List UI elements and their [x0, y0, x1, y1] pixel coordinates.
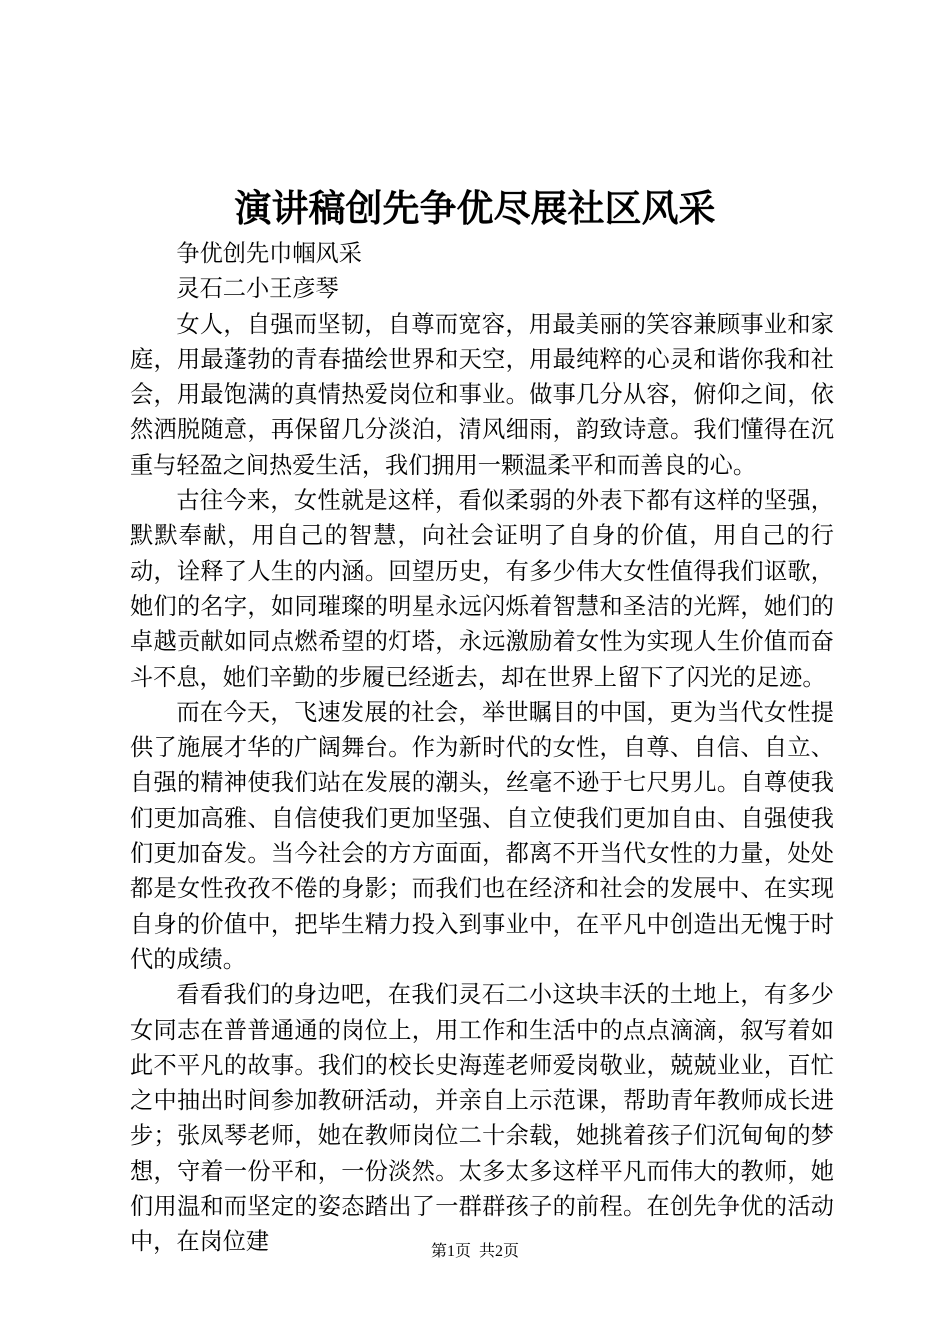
paragraph: 看看我们的身边吧，在我们灵石二小这块丰沃的土地上，有多少女同志在普普通通的岗位上，用工作和生活中的点点滴滴，叙写着如此不平凡的故事。我们的校长史海莲老师爱岗敬业，兢兢业业，百忙之中抽出时间参加教研活动，并亲自上示范课，帮助青年教师成长进步；张凤琴老师，她在教师岗位二十余载，她挑着孩子们沉甸甸的梦想，守着一份平和，一份淡然。太多太多这样平凡而伟大的教师，她们用温和而坚定的姿态踏出了一群群孩子的前程。在创先争优的活动中，在岗位建 — [130, 981, 834, 1256]
paragraph: 而在今天，飞速发展的社会，举世瞩目的中国，更为当代女性提供了施展才华的广阔舞台。作为新时代的女性，自尊、自信、自立、自强的精神使我们站在发展的潮头，丝毫不逊于七尺男儿。自尊使我们更加高雅、自信使我们更加坚强、自立使我们更加自由、自强使我们更加奋发。当今社会的方方面面，都离不开当代女性的力量，处处都是女性孜孜不倦的身影；而我们也在经济和社会的发展中、在实现自身的价值中，把毕生精力投入到事业中，在平凡中创造出无愧于时代的成绩。 — [130, 698, 834, 973]
page-total: 共2页 — [479, 1243, 520, 1260]
document-author: 灵石二小王彦琴 — [176, 275, 339, 303]
paragraph: 古往今来，女性就是这样，看似柔弱的外表下都有这样的坚强，默默奉献，用自己的智慧，向社会证明了自身的价值，用自己的行动，诠释了人生的内涵。回望历史，有多少伟大女性值得我们讴歌，她们的名字，如同璀璨的明星永远闪烁着智慧和圣洁的光辉，她们的卓越贡献如同点燃希望的灯塔，永远激励着女性为实现人生价值而奋斗不息，她们辛勤的步履已经逝去，却在世界上留下了闪光的足迹。 — [130, 487, 834, 691]
page-footer — [0, 1240, 950, 1264]
document-body — [130, 236, 834, 1260]
paragraph: 女人，自强而坚韧，自尊而宽容，用最美丽的笑容兼顾事业和家庭，用最蓬勃的青春描绘世界和天空，用最纯粹的心灵和谐你我和社会，用最饱满的真情热爱岗位和事业。做事几分从容，俯仰之间，依然洒脱随意，再保留几分淡泊，清风细雨，韵致诗意。我们懂得在沉重与轻盈之间热爱生活，我们拥用一颗温柔平和而善良的心。 — [130, 310, 834, 479]
document-subtitle: 争优创先巾帼风采 — [176, 240, 362, 267]
page-number: 第1页 — [430, 1243, 471, 1260]
document-title: 演讲稿创先争优尽展社区风采 — [234, 186, 716, 230]
